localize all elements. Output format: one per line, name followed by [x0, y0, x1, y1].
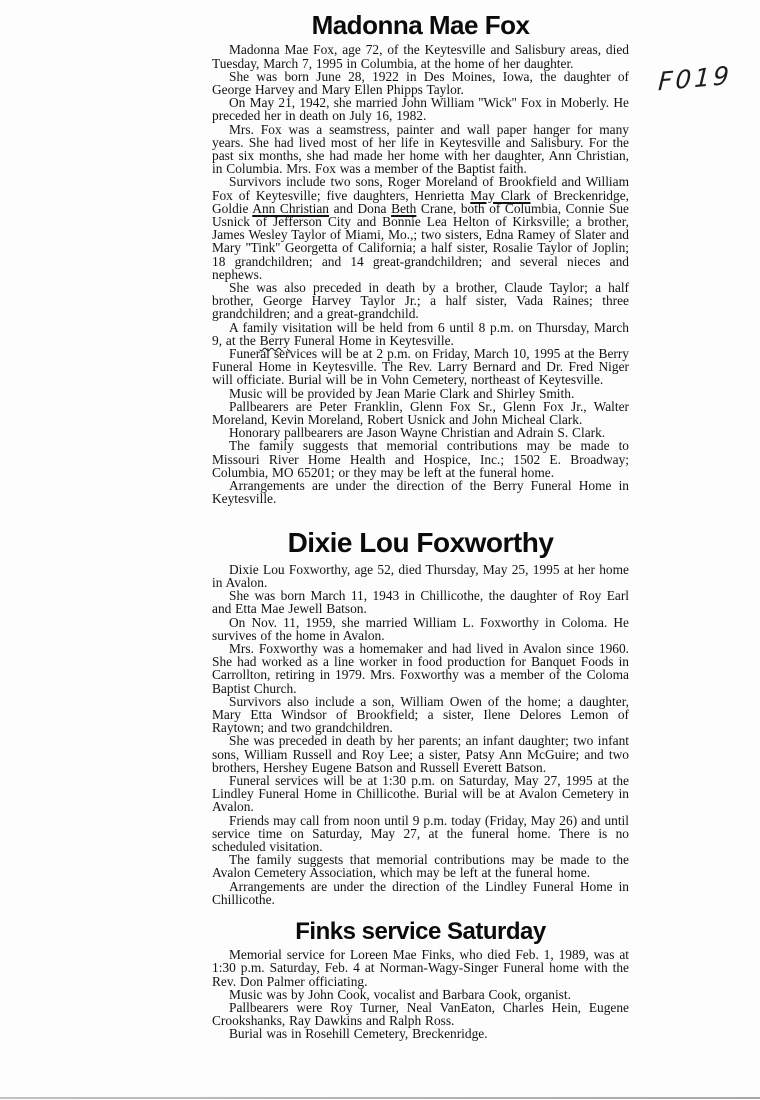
hand-underline: Ann Christian — [252, 200, 330, 216]
obituary-paragraph: She was born June 28, 1922 in Des Moines, Iowa, the daughter of George Harvey and Mary Ellen Phipps Taylor. — [212, 68, 629, 97]
obituary-title: Dixie Lou Foxworthy — [287, 527, 554, 559]
notice-paragraph: Music was by John Cook, vocalist and Barbara Cook, organist. — [229, 986, 571, 1002]
hand-underline: Beth — [391, 200, 417, 216]
scan-edge-line — [0, 1097, 760, 1099]
obituary-title: Madonna Mae Fox — [311, 10, 530, 40]
obituary-paragraph: Survivors include two sons, Roger Moreland of Brookfield and William Fox of Keytesville; five daughters, Henrietta May Clark of Breckenridge, Goldie Ann Christian and Dona Beth Crane, both of Columbia, Connie Sue Usnick of Jefferson City and Bonnie Lea Helton of Kirksville; a brother, James Wesley Taylor of Miami, Mo.,; two sisters, Edna Ramey of Slater and Mary ''Tink'' Georgetta of California; a half sister, Rosalie Taylor of Joplin; 18 grandchildren; and 14 great-grandchildren; and several nieces and nephews. — [212, 174, 629, 282]
hand-underline: May Clark — [470, 187, 531, 203]
obituary-paragraph: Honorary pallbearers are Jason Wayne Christian and Adrain S. Clark. — [229, 425, 606, 441]
obituary-paragraph: Mrs. Foxworthy was a homemaker and had lived in Avalon since 1960. She had worked as a line worker in food production for Banquet Foods in Carrollton, retiring in 1979. Mrs. Foxworthy was a member of the Coloma Baptist Church. — [212, 641, 629, 696]
handwritten-annotation: F019 — [657, 60, 733, 97]
notice-paragraph: Pallbearers were Roy Turner, Neal VanEaton, Charles Hein, Eugene Crookshanks, Ray Dawkins and Ralph Ross. — [212, 1000, 629, 1029]
hand-underline: Berry — [259, 332, 291, 348]
notice-section-finks-service — [212, 919, 629, 1041]
obituary-section-dixie-lou-foxworthy — [212, 528, 629, 906]
notice-title: Finks service Saturday — [295, 918, 546, 946]
obituary-paragraph: Dixie Lou Foxworthy, age 52, died Thursday, May 25, 1995 at her home in Avalon. — [212, 561, 629, 590]
newspaper-column — [212, 12, 629, 1041]
notice-paragraph: Memorial service for Loreen Mae Finks, who died Feb. 1, 1989, was at 1:30 p.m. Saturday, Feb. 4 at Norman-Wagy-Singer Funeral home with the Rev. Don Palmer officiating. — [212, 947, 629, 989]
obituary-paragraph: Music will be provided by Jean Marie Clark and Shirley Smith. — [229, 385, 575, 401]
obituary-paragraph: Arrangements are under the direction of the Berry Funeral Home in Keytesville. — [212, 478, 629, 507]
obituary-paragraph: Friends may call from noon until 9 p.m. today (Friday, May 26) and until service time on Saturday, May 27, at the funeral home. There is no scheduled visitation. — [212, 812, 629, 855]
obituary-paragraph: She was born March 11, 1943 in Chillicothe, the daughter of Roy Earl and Etta Mae Jewell Batson. — [212, 588, 629, 617]
obituary-paragraph: She was also preceded in death by a brother, Claude Taylor; a half brother, George Harvey Taylor Jr.; a half sister, Vada Raines; three grandchildren; and a great-grandchild. — [212, 279, 629, 322]
obituary-paragraph: Arrangements are under the direction of the Lindley Funeral Home in Chillicothe. — [212, 878, 629, 907]
obituary-paragraph: On May 21, 1942, she married John William ''Wick'' Fox in Moberly. He preceded her in death on July 16, 1982. — [212, 95, 629, 124]
notice-paragraph: Burial was in Rosehill Cemetery, Breckenridge. — [229, 1026, 488, 1042]
obituary-paragraph: The family suggests that memorial contributions may be made to the Avalon Cemetery Association, which may be left at the funeral home. — [212, 852, 629, 881]
obituary-paragraph: A family visitation will be held from 6 until 8 p.m. on Thursday, March 9, at the Berry Funeral Home in Keytesville. — [212, 319, 629, 348]
obituary-paragraph: Funeral services will be at 2 p.m. on Friday, March 10, 1995 at the Berry Funeral Home in Keytesville. The Rev. Larry Bernard and Dr. Fred Niger will officiate. Burial will be in Vohn Cemetery, northeast of Keytesville. — [212, 345, 629, 388]
obituary-paragraph: Pallbearers are Peter Franklin, Glenn Fox Sr., Glenn Fox Jr., Walter Moreland, Kevin Moreland, Robert Usnick and John Micheal Clark. — [212, 398, 629, 427]
obituary-paragraph: Funeral services will be at 1:30 p.m. on Saturday, May 27, 1995 at the Lindley Funeral Home in Chillicothe. Burial will be at Avalon Cemetery in Avalon. — [212, 773, 629, 815]
obituary-paragraph: She was preceded in death by her parents; an infant daughter; two infant sons, William Russell and Roy Lee; a sister, Patsy Ann McGuire; and two brothers, Hershey Eugene Batson and Russell Everett Batson. — [212, 733, 629, 775]
obituary-section-madonna-mae-fox — [212, 12, 629, 505]
obituary-paragraph: Madonna Mae Fox, age 72, of the Keytesville and Salisbury areas, died Tuesday, March 7, 1995 in Columbia, at the home of her daughter. — [212, 42, 629, 71]
obituary-paragraph: The family suggests that memorial contributions may be made to Missouri River Home Health and Hospice, Inc.; 1502 E. Broadway; Columbia, MO 65201; or they may be left at the funeral home. — [212, 438, 629, 480]
obituary-paragraph: Survivors also include a son, William Owen of the home; a daughter, Mary Etta Windsor of Brookfield; a sister, Ilene Delores Lemon of Raytown; and two grandchildren. — [212, 693, 629, 736]
obituary-paragraph: On Nov. 11, 1959, she married William L. Foxworthy in Coloma. He survives of the home in Avalon. — [212, 614, 629, 643]
obituary-paragraph: Mrs. Fox was a seamstress, painter and wall paper hanger for many years. She had lived most of her life in Keytesville and Salisbury. For the past six months, she had made her home with her daughter, Ann Christian, in Columbia. Mrs. Fox was a member of the Baptist faith. — [212, 121, 629, 177]
